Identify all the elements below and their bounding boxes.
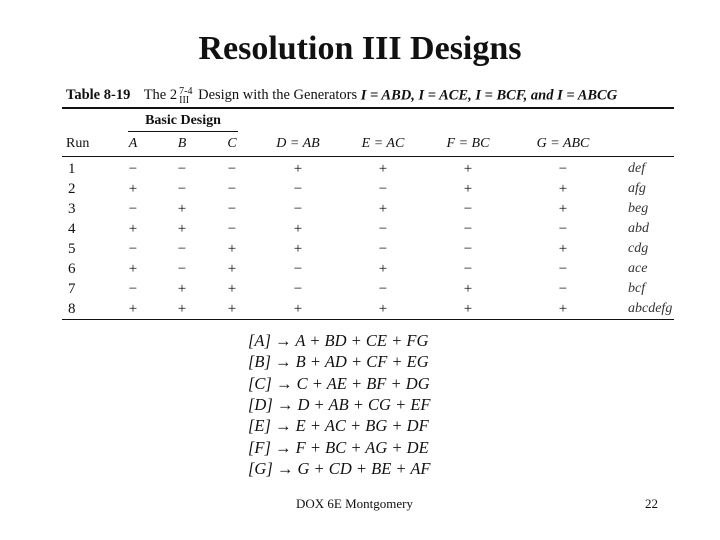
column-header: E = AC (361, 136, 405, 151)
alias-line: [D] → D + AB + CG + EF (248, 394, 431, 414)
run-cell: 8 (68, 301, 76, 317)
sign-cell: + (293, 161, 303, 177)
sign-cell: − (227, 161, 237, 177)
column-header: G = ABC (536, 136, 590, 151)
treatment-label: ace (628, 261, 648, 276)
sign-cell: + (128, 181, 138, 197)
run-cell: 2 (68, 181, 76, 197)
sign-cell: − (177, 161, 187, 177)
sign-cell: − (177, 241, 187, 257)
sign-cell: − (558, 281, 568, 297)
table-caption-text: The 2 7-4 III Design with the Generators (143, 86, 361, 106)
sign-cell: + (227, 261, 237, 277)
sign-cell: + (227, 281, 237, 297)
alias-line: [A] → A + BD + CE + FG (248, 331, 429, 350)
sign-cell: + (128, 301, 138, 317)
run-cell: 4 (68, 221, 76, 237)
alias-line: [B] → B + AD + CF + EG (248, 352, 429, 372)
run-cell: 7 (68, 281, 76, 297)
sign-cell: + (378, 261, 388, 277)
sign-cell: − (558, 261, 568, 277)
sign-cell: − (227, 201, 237, 217)
sign-cell: + (293, 221, 303, 237)
table-caption-generators: I = ABD, I = ACE, I = BCF, and I = ABCG (360, 87, 618, 104)
sign-cell: − (293, 181, 303, 197)
column-header: C (227, 136, 237, 151)
alias-line: [E] → E + AC + BG + DF (248, 416, 429, 436)
column-header: Run (66, 136, 90, 151)
sign-cell: + (558, 181, 568, 197)
run-cell: 3 (68, 201, 76, 217)
table-number: Table 8-19 (66, 87, 131, 104)
sign-cell: − (177, 181, 187, 197)
run-cell: 1 (68, 161, 76, 177)
sign-cell: + (378, 161, 388, 177)
sign-cell: − (378, 221, 388, 237)
sign-cell: − (128, 241, 138, 257)
basic-design-rule (128, 131, 238, 132)
sign-cell: + (177, 301, 187, 317)
run-cell: 6 (68, 261, 76, 277)
treatment-label: abcdefg (628, 301, 673, 316)
treatment-label: abd (628, 221, 649, 236)
sign-cell: + (177, 281, 187, 297)
slide-title: Resolution III Designs (198, 30, 522, 67)
sign-cell: − (128, 161, 138, 177)
treatment-label: beg (628, 201, 649, 216)
treatment-label: bcf (628, 281, 646, 296)
sign-cell: + (293, 241, 303, 257)
sign-cell: − (378, 241, 388, 257)
alias-line: [G] → G + CD + BE + AF (248, 458, 431, 478)
sign-cell: − (128, 281, 138, 297)
sign-cell: + (558, 241, 568, 257)
column-header: F = BC (446, 136, 490, 151)
sign-cell: − (463, 261, 473, 277)
treatment-label: def (628, 161, 646, 176)
sign-cell: + (463, 301, 473, 317)
top-rule (62, 107, 674, 109)
alias-line: [F] → F + BC + AG + DE (248, 437, 429, 457)
alias-line: [C] → C + AE + BF + DG (248, 373, 430, 393)
sign-cell: + (293, 301, 303, 317)
sign-cell: − (293, 201, 303, 217)
footer-text: DOX 6E Montgomery (296, 496, 413, 511)
header-rule (62, 156, 674, 157)
sign-cell: − (378, 281, 388, 297)
sign-cell: − (558, 221, 568, 237)
bottom-rule (62, 319, 674, 320)
sign-cell: − (293, 281, 303, 297)
sign-cell: + (558, 301, 568, 317)
sign-cell: + (378, 201, 388, 217)
sign-cell: − (463, 201, 473, 217)
run-cell: 5 (68, 241, 76, 257)
sign-cell: − (463, 221, 473, 237)
sign-cell: + (463, 281, 473, 297)
sign-cell: + (227, 241, 237, 257)
column-header: B (177, 136, 187, 151)
sign-cell: + (378, 301, 388, 317)
treatment-label: afg (628, 181, 646, 196)
sign-cell: + (128, 261, 138, 277)
sign-cell: + (558, 201, 568, 217)
table-caption (66, 87, 617, 105)
sign-cell: + (177, 221, 187, 237)
sign-cell: − (227, 181, 237, 197)
sign-cell: − (378, 181, 388, 197)
sign-cell: + (128, 221, 138, 237)
treatment-label: cdg (628, 241, 649, 256)
sign-cell: − (227, 221, 237, 237)
sign-cell: + (463, 181, 473, 197)
basic-design-label: Basic Design (145, 113, 221, 128)
sign-cell: − (558, 161, 568, 177)
column-header: D = AB (276, 136, 320, 151)
sign-cell: + (227, 301, 237, 317)
sign-cell: − (293, 261, 303, 277)
page-number: 22 (645, 496, 658, 511)
sign-cell: + (177, 201, 187, 217)
column-header: A (128, 136, 138, 151)
sign-cell: − (177, 261, 187, 277)
sign-cell: + (463, 161, 473, 177)
sign-cell: − (128, 201, 138, 217)
sign-cell: − (463, 241, 473, 257)
